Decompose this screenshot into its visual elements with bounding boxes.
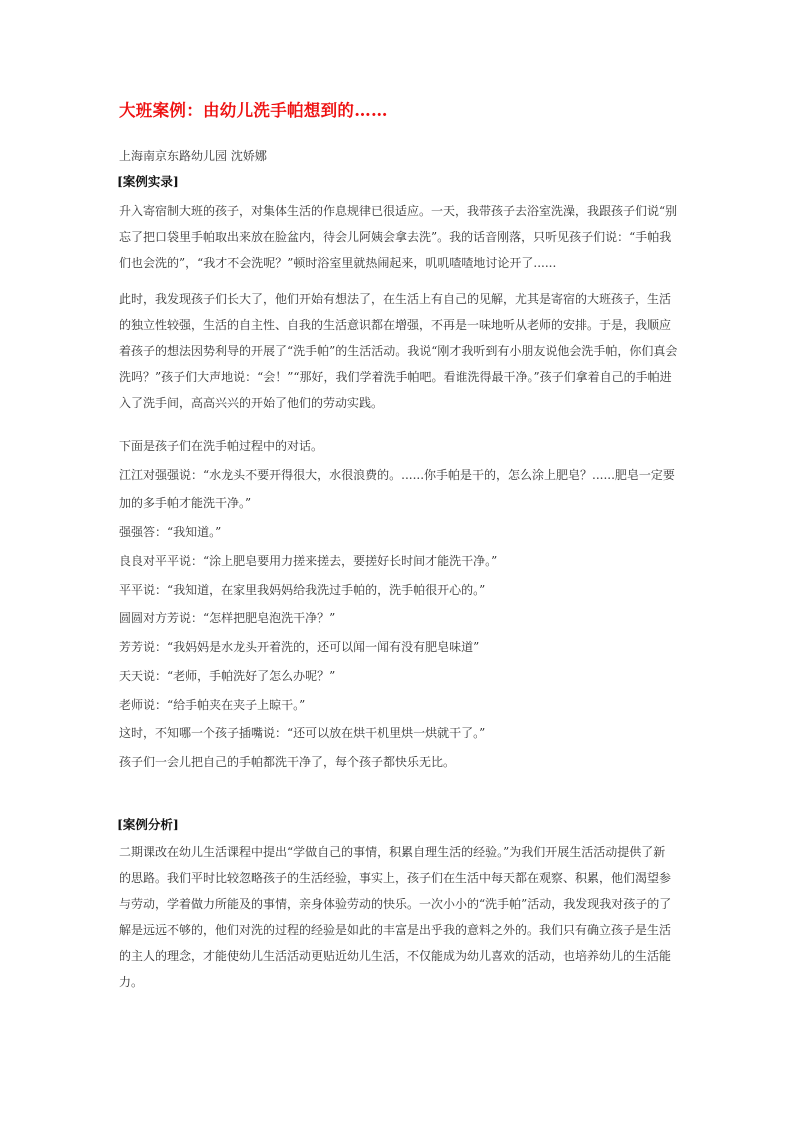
dialogue-line: 天天说：“老师，手帕洗好了怎么办呢？” [119, 669, 336, 683]
dialogue-line: 良良对平平说：“涂上肥皂要用力搓来搓去，要搓好长时间才能洗干净。” [119, 554, 498, 568]
text-line: 力。 [119, 975, 144, 989]
paragraph-analysis [119, 839, 699, 995]
dialogue-line: 老师说：“给手帕夹在夹子上晾干。” [119, 698, 306, 712]
section-heading-record: [案例实录] [117, 174, 179, 189]
dialogue-line: 平平说：“我知道，在家里我妈妈给我洗过手帕的，洗手帕很开心的。” [119, 583, 486, 597]
dialogue-line: 这时，不知哪一个孩子插嘴说：“还可以放在烘干机里烘一烘就干了。” [119, 726, 486, 740]
text-line: 入了洗手间，高高兴兴的开始了他们的劳动实践。 [119, 396, 384, 410]
dialogue-line: 加的多手帕才能洗干净。” [119, 496, 252, 510]
dialogue-line: 强强答：“我知道。” [119, 525, 222, 539]
text-line: 升入寄宿制大班的孩子，对集体生活的作息规律已很适应。一天，我带孩子去浴室洗澡，我跟孩子们说“别 [119, 204, 678, 218]
author-line: 上海南京东路幼儿园 沈娇娜 [119, 149, 267, 163]
dialogue-line: 江江对强强说：“水龙头不要开得很大，水很浪费的。......你手帕是干的，怎么涂上肥皂？......肥皂一定要 [119, 468, 675, 482]
text-line: 忘了把口袋里手帕取出来放在脸盆内，待会儿阿姨会拿去洗”。我的话音刚落，只听见孩子们说：“手帕我 [119, 230, 672, 244]
text-line: 的独立性较强，生活的自主性、自我的生活意识都在增强，不再是一味地听从老师的安排。于是，我顺应 [119, 318, 672, 332]
text-line: 洗吗？”孩子们大声地说：“会！”“那好，我们学着洗手帕吧。看谁洗得最干净。”孩子们拿着自己的手帕进 [119, 370, 672, 384]
text-line: 的思路。我们平时比较忽略孩子的生活经验，事实上，孩子们在生活中每天都在观察、积累，他们渴望参 [119, 871, 672, 885]
paragraph-intro [119, 198, 699, 276]
text-line: 解是远远不够的，他们对洗的过程的经验是如此的丰富是出乎我的意料之外的。我们只有确立孩子是生活 [119, 923, 672, 937]
dialogue-line: 圆圆对方芳说：“怎样把肥皂泡洗干净？” [119, 611, 336, 625]
dialogue-line: 芳芳说：“我妈妈是水龙头开着洗的，还可以闻一闻有没有肥皂味道” [119, 640, 480, 654]
text-line: 与劳动，学着做力所能及的事情，亲身体验劳动的快乐。一次小小的“洗手帕”活动，我发现我对孩子的了 [119, 897, 672, 911]
text-line: 的主人的理念，才能使幼儿生活活动更贴近幼儿生活，不仅能成为幼儿喜欢的活动，也培养幼儿的生活能 [119, 949, 672, 963]
section-heading-analysis: [案例分析] [117, 817, 179, 832]
document-title: 大班案例：由幼儿洗手帕想到的…… [119, 101, 388, 120]
text-line: 们也会洗的”，“我才不会洗呢？”顿时浴室里就热闹起来，叽叽喳喳地讨论开了...... [119, 256, 557, 270]
text-line: 着孩子的想法因势利导的开展了“洗手帕”的生活活动。我说“刚才我听到有小朋友说他会洗手帕，你们真会 [119, 344, 678, 358]
paragraph-observation [119, 286, 699, 416]
dialogue-line: 孩子们一会儿把自己的手帕都洗干净了，每个孩子都快乐无比。 [119, 755, 456, 769]
text-line: 此时，我发现孩子们长大了，他们开始有想法了，在生活上有自己的见解，尤其是寄宿的大班孩子，生活 [119, 292, 672, 306]
dialogue-intro: 下面是孩子们在洗手帕过程中的对话。 [119, 439, 324, 453]
text-line: 二期课改在幼儿生活课程中提出“学做自己的事情，积累自理生活的经验。”为我们开展生活活动提供了新 [119, 845, 666, 859]
